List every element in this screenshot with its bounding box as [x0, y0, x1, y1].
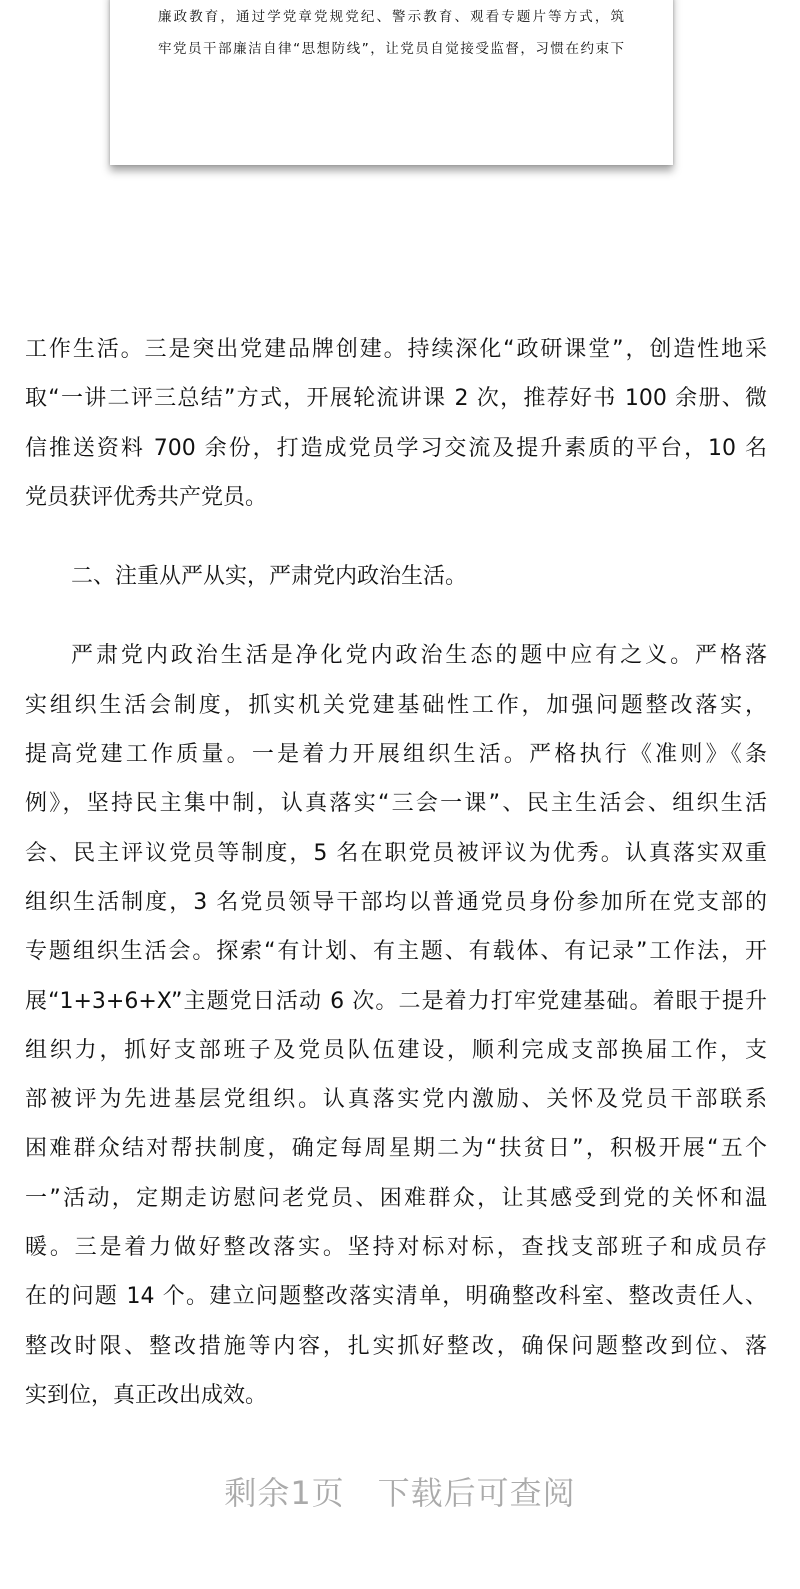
- text-line: 一”活动，定期走访慰问老党员、困难群众，让其感受到党的关怀和温: [25, 1185, 767, 1211]
- text-line: 实到位，真正改出成效。: [25, 1382, 268, 1408]
- text-line: 取“一讲二评三总结”方式，开展轮流讲课 2 次，推荐好书 100 余册、微: [25, 386, 767, 412]
- text-line: 组织生活制度，3 名党员领导干部均以普通党员身份参加所在党支部的: [25, 889, 767, 915]
- section-heading: 二、注重从严从实，严肃党内政治生活。: [71, 564, 468, 590]
- text-line: 严肃党内政治生活是净化党内政治生态的题中应有之义。严格落: [71, 643, 767, 669]
- document-body: [25, 330, 767, 1425]
- text-line: 党员获评优秀共产党员。: [25, 484, 268, 510]
- text-line: 工作生活。三是突出党建品牌创建。持续深化“政研课堂”，创造性地采: [25, 337, 767, 362]
- text-line: 困难群众结对帮扶制度，确定每周星期二为“扶贫日”，积极开展“五个: [25, 1136, 767, 1162]
- card-text-line: 牢党员干部廉洁自律“思想防线”，让党员自觉接受监督，习惯在约束下: [158, 41, 624, 57]
- text-line: 在的问题 14 个。建立问题整改落实清单，明确整改科室、整改责任人、: [25, 1284, 767, 1310]
- text-line: 会、民主评议党员等制度，5 名在职党员被评议为优秀。认真落实双重: [25, 840, 767, 866]
- text-line: 例》，坚持民主集中制，认真落实“三会一课”、民主生活会、组织生活: [25, 791, 767, 817]
- text-line: 展“1+3+6+X”主题党日活动 6 次。二是着力打牢党建基础。着眼于提升: [25, 988, 767, 1014]
- text-line: 提高党建工作质量。一是着力开展组织生活。严格执行《准则》《条: [25, 742, 767, 768]
- text-line: 暖。三是着力做好整改落实。坚持对标对标，查找支部班子和成员存: [25, 1235, 767, 1261]
- text-line: 部被评为先进基层党组织。认真落实党内激励、关怀及党员干部联系: [25, 1087, 767, 1113]
- text-line: 实组织生活会制度，抓实机关党建基础性工作，加强问题整改落实，: [25, 692, 767, 718]
- preview-page-card: [110, 0, 673, 165]
- card-text-line: 廉政教育，通过学党章党规党纪、警示教育、观看专题片等方式，筑: [158, 9, 624, 25]
- text-line: 信推送资料 700 余份，打造成党员学习交流及提升素质的平台，10 名: [25, 435, 767, 461]
- text-line: 组织力，抓好支部班子及党员队伍建设，顺利完成支部换届工作，支: [25, 1037, 767, 1063]
- text-line: 整改时限、整改措施等内容，扎实抓好整改，确保问题整改到位、落: [25, 1333, 767, 1359]
- remaining-pages-download-prompt[interactable]: 剩余1页 下载后可查阅: [224, 1474, 576, 1512]
- text-line: 专题组织生活会。探索“有计划、有主题、有载体、有记录”工作法，开: [25, 939, 767, 965]
